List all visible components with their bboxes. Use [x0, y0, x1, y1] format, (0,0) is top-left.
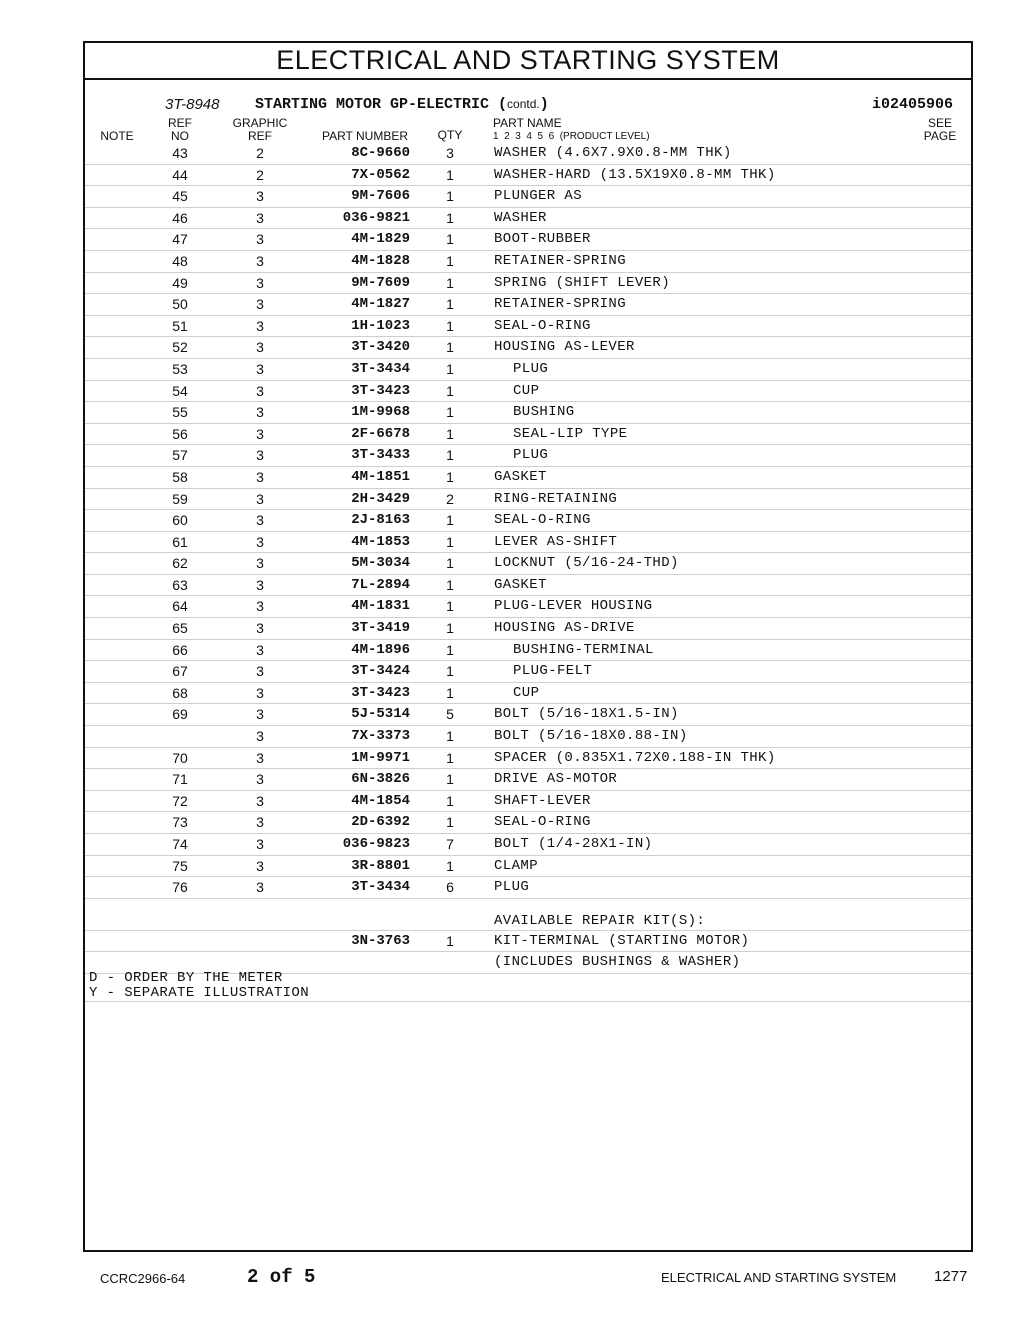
- part-name: HOUSING AS-LEVER: [494, 339, 635, 356]
- quantity: 1: [446, 404, 454, 421]
- part-name: CUP: [513, 382, 540, 399]
- ref-no: 74: [172, 836, 188, 852]
- part-number: 8C-9660: [351, 145, 410, 161]
- quantity: 1: [446, 814, 454, 831]
- kit-includes: (INCLUDES BUSHINGS & WASHER): [494, 954, 741, 971]
- quantity: 1: [446, 792, 454, 809]
- group-number: 3T-8948: [165, 96, 220, 113]
- header-ref-no: [155, 117, 205, 143]
- part-name: HOUSING AS-DRIVE: [494, 620, 635, 637]
- quantity: 1: [446, 296, 454, 313]
- graphic-ref: 3: [256, 836, 264, 852]
- table-row: [85, 791, 971, 813]
- quantity: 1: [446, 857, 454, 874]
- quantity: 1: [446, 425, 454, 442]
- part-number: 4M-1851: [351, 468, 410, 485]
- ref-no: 45: [172, 188, 188, 205]
- group-heading: [85, 96, 971, 116]
- quantity: 7: [446, 836, 454, 852]
- part-name: PLUG: [513, 447, 549, 464]
- ref-no: 47: [172, 231, 188, 248]
- ref-no: 61: [172, 533, 188, 550]
- ref-no: 68: [172, 684, 188, 701]
- part-number: 4M-1829: [351, 231, 410, 248]
- part-number: 7X-3373: [351, 728, 410, 745]
- part-name: LEVER AS-SHIFT: [494, 533, 618, 550]
- table-row: [85, 294, 971, 316]
- part-name: PLUG-LEVER HOUSING: [494, 598, 653, 615]
- quantity: 1: [446, 188, 454, 205]
- part-name: SEAL-O-RING: [494, 317, 591, 334]
- part-name: GASKET: [494, 576, 547, 593]
- part-number: 5M-3034: [351, 555, 410, 572]
- quantity: 1: [446, 576, 454, 593]
- group-name: [255, 96, 549, 113]
- table-row: [85, 553, 971, 575]
- graphic-ref: 3: [256, 425, 264, 442]
- part-number: 2J-8163: [351, 512, 410, 529]
- ref-no: 65: [172, 620, 188, 637]
- note-line: Y - SEPARATE ILLUSTRATION: [89, 985, 310, 1001]
- part-name: PLUG-FELT: [513, 663, 593, 680]
- graphic-ref: 3: [256, 404, 264, 421]
- ref-no: 71: [172, 771, 188, 788]
- graphic-ref: 3: [256, 209, 264, 226]
- quantity: 1: [446, 166, 454, 183]
- part-number: 7L-2894: [351, 576, 410, 593]
- part-number: 7X-0562: [351, 166, 410, 183]
- footer-doc-code: CCRC2966-64: [100, 1271, 186, 1286]
- ref-no: 67: [172, 663, 188, 680]
- ref-no: 50: [172, 296, 188, 313]
- section-title: ELECTRICAL AND STARTING SYSTEM: [85, 43, 971, 80]
- part-number: 4M-1827: [351, 296, 410, 313]
- note-line: D - ORDER BY THE METER: [89, 970, 283, 986]
- part-number: 036-9821: [342, 209, 410, 226]
- quantity: 1: [446, 728, 454, 745]
- graphic-ref: 3: [256, 728, 264, 745]
- graphic-ref: 3: [256, 598, 264, 615]
- notes-legend: [89, 971, 309, 1001]
- header-note: NOTE: [100, 129, 134, 143]
- quantity: 1: [446, 771, 454, 788]
- part-name: BOOT-RUBBER: [494, 231, 591, 248]
- graphic-ref: 3: [256, 339, 264, 356]
- table-row: [85, 424, 971, 446]
- graphic-ref: 3: [256, 749, 264, 766]
- part-name: SHAFT-LEVER: [494, 792, 591, 809]
- table-row: [85, 877, 971, 899]
- part-name: BOLT (5/16-18X1.5-IN): [494, 706, 679, 723]
- header-qty: QTY: [437, 128, 463, 142]
- graphic-ref: 3: [256, 360, 264, 377]
- quantity: 1: [446, 533, 454, 550]
- part-name: BOLT (5/16-18X0.88-IN): [494, 728, 688, 745]
- table-row: [85, 532, 971, 554]
- part-name: DRIVE AS-MOTOR: [494, 771, 618, 788]
- header-product-level: 1 2 3 4 5 6 (PRODUCT LEVEL): [493, 131, 650, 142]
- table-row: [85, 359, 971, 381]
- footer-system: ELECTRICAL AND STARTING SYSTEM: [661, 1270, 897, 1285]
- part-name: RETAINER-SPRING: [494, 252, 627, 269]
- graphic-ref: 3: [256, 620, 264, 637]
- table-row: [85, 575, 971, 597]
- table-row: [85, 165, 971, 187]
- part-number: 4M-1828: [351, 252, 410, 269]
- quantity: 2: [446, 490, 454, 507]
- graphic-ref: 3: [256, 663, 264, 680]
- part-number: 1M-9971: [351, 749, 410, 766]
- part-number: 4M-1853: [351, 533, 410, 550]
- group-id: i02405906: [871, 96, 953, 113]
- ref-no: 55: [172, 404, 188, 421]
- part-number: 4M-1896: [351, 641, 410, 658]
- header-graphic-bottom: REF: [248, 129, 272, 143]
- ref-no: 66: [172, 641, 188, 658]
- part-number: 1H-1023: [351, 317, 410, 334]
- footer-page-number: 1277: [934, 1268, 968, 1285]
- part-number: 3T-3424: [351, 663, 410, 680]
- part-name: WASHER-HARD (13.5X19X0.8-MM THK): [494, 166, 776, 183]
- graphic-ref: 3: [256, 771, 264, 788]
- part-name: SEAL-O-RING: [494, 512, 591, 529]
- part-name: WASHER (4.6X7.9X0.8-MM THK): [494, 145, 732, 161]
- table-row: [85, 726, 971, 748]
- table-row: [85, 769, 971, 791]
- table-row: [85, 683, 971, 705]
- part-number: 4M-1854: [351, 792, 410, 809]
- quantity: 1: [446, 555, 454, 572]
- graphic-ref: 2: [256, 145, 264, 161]
- quantity: 1: [446, 274, 454, 291]
- ref-no: 52: [172, 339, 188, 356]
- table-row: [85, 337, 971, 359]
- quantity: 1: [446, 663, 454, 680]
- graphic-ref: 3: [256, 706, 264, 723]
- graphic-ref: 3: [256, 447, 264, 464]
- part-number: 1M-9968: [351, 404, 410, 421]
- table-row: [85, 273, 971, 295]
- table-row: [85, 316, 971, 338]
- quantity: 1: [446, 360, 454, 377]
- ref-no: 59: [172, 490, 188, 507]
- graphic-ref: 3: [256, 814, 264, 831]
- ref-no: 73: [172, 814, 188, 831]
- graphic-ref: 3: [256, 641, 264, 658]
- part-number: 3T-3419: [351, 620, 410, 637]
- ref-no: 46: [172, 209, 188, 226]
- graphic-ref: 3: [256, 490, 264, 507]
- graphic-ref: 3: [256, 188, 264, 205]
- quantity: 5: [446, 706, 454, 723]
- ref-no: 44: [172, 166, 188, 183]
- part-number: 3T-3433: [351, 447, 410, 464]
- ref-no: 57: [172, 447, 188, 464]
- graphic-ref: 3: [256, 576, 264, 593]
- part-name: BUSHING-TERMINAL: [513, 641, 654, 658]
- table-row: [85, 381, 971, 403]
- graphic-ref: 3: [256, 533, 264, 550]
- table-row: [85, 704, 971, 726]
- parts-list: [85, 143, 971, 974]
- part-number: 3T-3434: [351, 360, 410, 377]
- part-number: 4M-1831: [351, 598, 410, 615]
- group-name-close: ): [539, 96, 549, 113]
- ref-no: 51: [172, 317, 188, 334]
- quantity: 1: [446, 231, 454, 248]
- part-number: 036-9823: [342, 836, 410, 852]
- header-see-top: SEE: [927, 116, 952, 130]
- group-contd: contd.: [507, 97, 540, 111]
- part-number: 2F-6678: [351, 425, 410, 442]
- kit-part-name: KIT-TERMINAL (STARTING MOTOR): [494, 932, 750, 949]
- ref-no: 64: [172, 598, 188, 615]
- table-row: [85, 856, 971, 878]
- part-number: 3R-8801: [351, 857, 410, 874]
- table-row: [85, 748, 971, 770]
- graphic-ref: 3: [256, 879, 264, 896]
- graphic-ref: 3: [256, 274, 264, 291]
- part-name: CUP: [513, 684, 540, 701]
- graphic-ref: 3: [256, 792, 264, 809]
- header-part-name: [493, 117, 650, 143]
- header-see-page: [915, 117, 965, 143]
- part-number: 3T-3420: [351, 339, 410, 356]
- ref-no: 49: [172, 274, 188, 291]
- part-number: 3T-3434: [351, 879, 410, 896]
- part-name: SEAL-LIP TYPE: [513, 425, 628, 442]
- quantity: 1: [446, 468, 454, 485]
- kit-part-number: 3N-3763: [351, 932, 410, 949]
- table-row: [85, 834, 971, 856]
- graphic-ref: 3: [256, 468, 264, 485]
- table-row: [85, 208, 971, 230]
- repair-kit-heading-text: AVAILABLE REPAIR KIT(S):: [494, 912, 706, 929]
- quantity: 1: [446, 252, 454, 269]
- table-row: [85, 510, 971, 532]
- part-number: 3T-3423: [351, 382, 410, 399]
- header-ref-top: REF: [168, 116, 192, 130]
- part-number: 6N-3826: [351, 771, 410, 788]
- quantity: 1: [446, 339, 454, 356]
- graphic-ref: 3: [256, 252, 264, 269]
- table-row: [85, 618, 971, 640]
- quantity: 1: [446, 447, 454, 464]
- part-name: PLUG: [494, 879, 530, 896]
- part-number: 9M-7606: [351, 188, 410, 205]
- part-name: BUSHING: [513, 404, 575, 421]
- quantity: 1: [446, 382, 454, 399]
- quantity: 1: [446, 512, 454, 529]
- graphic-ref: 3: [256, 382, 264, 399]
- graphic-ref: 3: [256, 555, 264, 572]
- quantity: 1: [446, 317, 454, 334]
- ref-no: 75: [172, 857, 188, 874]
- footer-page-of: 2 of 5: [247, 1266, 316, 1288]
- table-row: [85, 467, 971, 489]
- part-name: LOCKNUT (5/16-24-THD): [494, 555, 679, 572]
- header-ref-bottom: NO: [171, 129, 189, 143]
- ref-no: 43: [172, 145, 188, 161]
- repair-kit-heading: [85, 899, 971, 931]
- ref-no: 54: [172, 382, 188, 399]
- graphic-ref: 3: [256, 684, 264, 701]
- header-graphic-top: GRAPHIC: [232, 116, 288, 130]
- part-number: 2H-3429: [351, 490, 410, 507]
- part-name: RETAINER-SPRING: [494, 296, 627, 313]
- part-name: SPACER (0.835X1.72X0.188-IN THK): [494, 749, 776, 766]
- graphic-ref: 3: [256, 512, 264, 529]
- ref-no: 60: [172, 512, 188, 529]
- quantity: 3: [446, 145, 454, 161]
- ref-no: 70: [172, 749, 188, 766]
- group-name-text: STARTING MOTOR GP-ELECTRIC (: [255, 96, 508, 113]
- quantity: 1: [446, 620, 454, 637]
- table-row: [85, 229, 971, 251]
- graphic-ref: 3: [256, 317, 264, 334]
- part-name: BOLT (1/4-28X1-IN): [494, 836, 653, 852]
- graphic-ref: 3: [256, 857, 264, 874]
- ref-no: 63: [172, 576, 188, 593]
- part-number: 5J-5314: [351, 706, 410, 723]
- quantity: 1: [446, 209, 454, 226]
- ref-no: 48: [172, 252, 188, 269]
- part-name: GASKET: [494, 468, 547, 485]
- quantity: 1: [446, 749, 454, 766]
- header-see-bottom: PAGE: [923, 129, 957, 143]
- ref-no: 76: [172, 879, 188, 896]
- quantity: 6: [446, 879, 454, 896]
- header-graphic-ref: [225, 117, 295, 143]
- part-number: 9M-7609: [351, 274, 410, 291]
- header-part-name-top: PART NAME: [493, 116, 562, 130]
- table-row: [85, 812, 971, 834]
- quantity: 1: [446, 598, 454, 615]
- repair-kit-row: [85, 931, 971, 953]
- part-name: WASHER: [494, 209, 547, 226]
- table-row: [85, 445, 971, 467]
- ref-no: 72: [172, 792, 188, 809]
- ref-no: 69: [172, 706, 188, 723]
- parts-page-frame: [83, 41, 973, 1252]
- graphic-ref: 2: [256, 166, 264, 183]
- graphic-ref: 3: [256, 231, 264, 248]
- part-name: RING-RETAINING: [494, 490, 618, 507]
- kit-quantity: 1: [446, 932, 454, 949]
- ref-no: 53: [172, 360, 188, 377]
- ref-no: 56: [172, 425, 188, 442]
- part-name: PLUNGER AS: [494, 188, 583, 205]
- quantity: 1: [446, 684, 454, 701]
- table-row: [85, 402, 971, 424]
- notes-divider: [85, 1001, 971, 1002]
- part-number: 2D-6392: [351, 814, 410, 831]
- table-row: [85, 596, 971, 618]
- table-row: [85, 489, 971, 511]
- part-name: SEAL-O-RING: [494, 814, 591, 831]
- part-name: SPRING (SHIFT LEVER): [494, 274, 671, 291]
- quantity: 1: [446, 641, 454, 658]
- part-name: PLUG: [513, 360, 549, 377]
- part-number: 3T-3423: [351, 684, 410, 701]
- table-row: [85, 143, 971, 165]
- ref-no: 58: [172, 468, 188, 485]
- table-row: [85, 640, 971, 662]
- table-row: [85, 186, 971, 208]
- table-row: [85, 251, 971, 273]
- ref-no: 62: [172, 555, 188, 572]
- table-row: [85, 661, 971, 683]
- graphic-ref: 3: [256, 296, 264, 313]
- part-name: CLAMP: [494, 857, 539, 874]
- header-part-number: PART NUMBER: [321, 129, 408, 143]
